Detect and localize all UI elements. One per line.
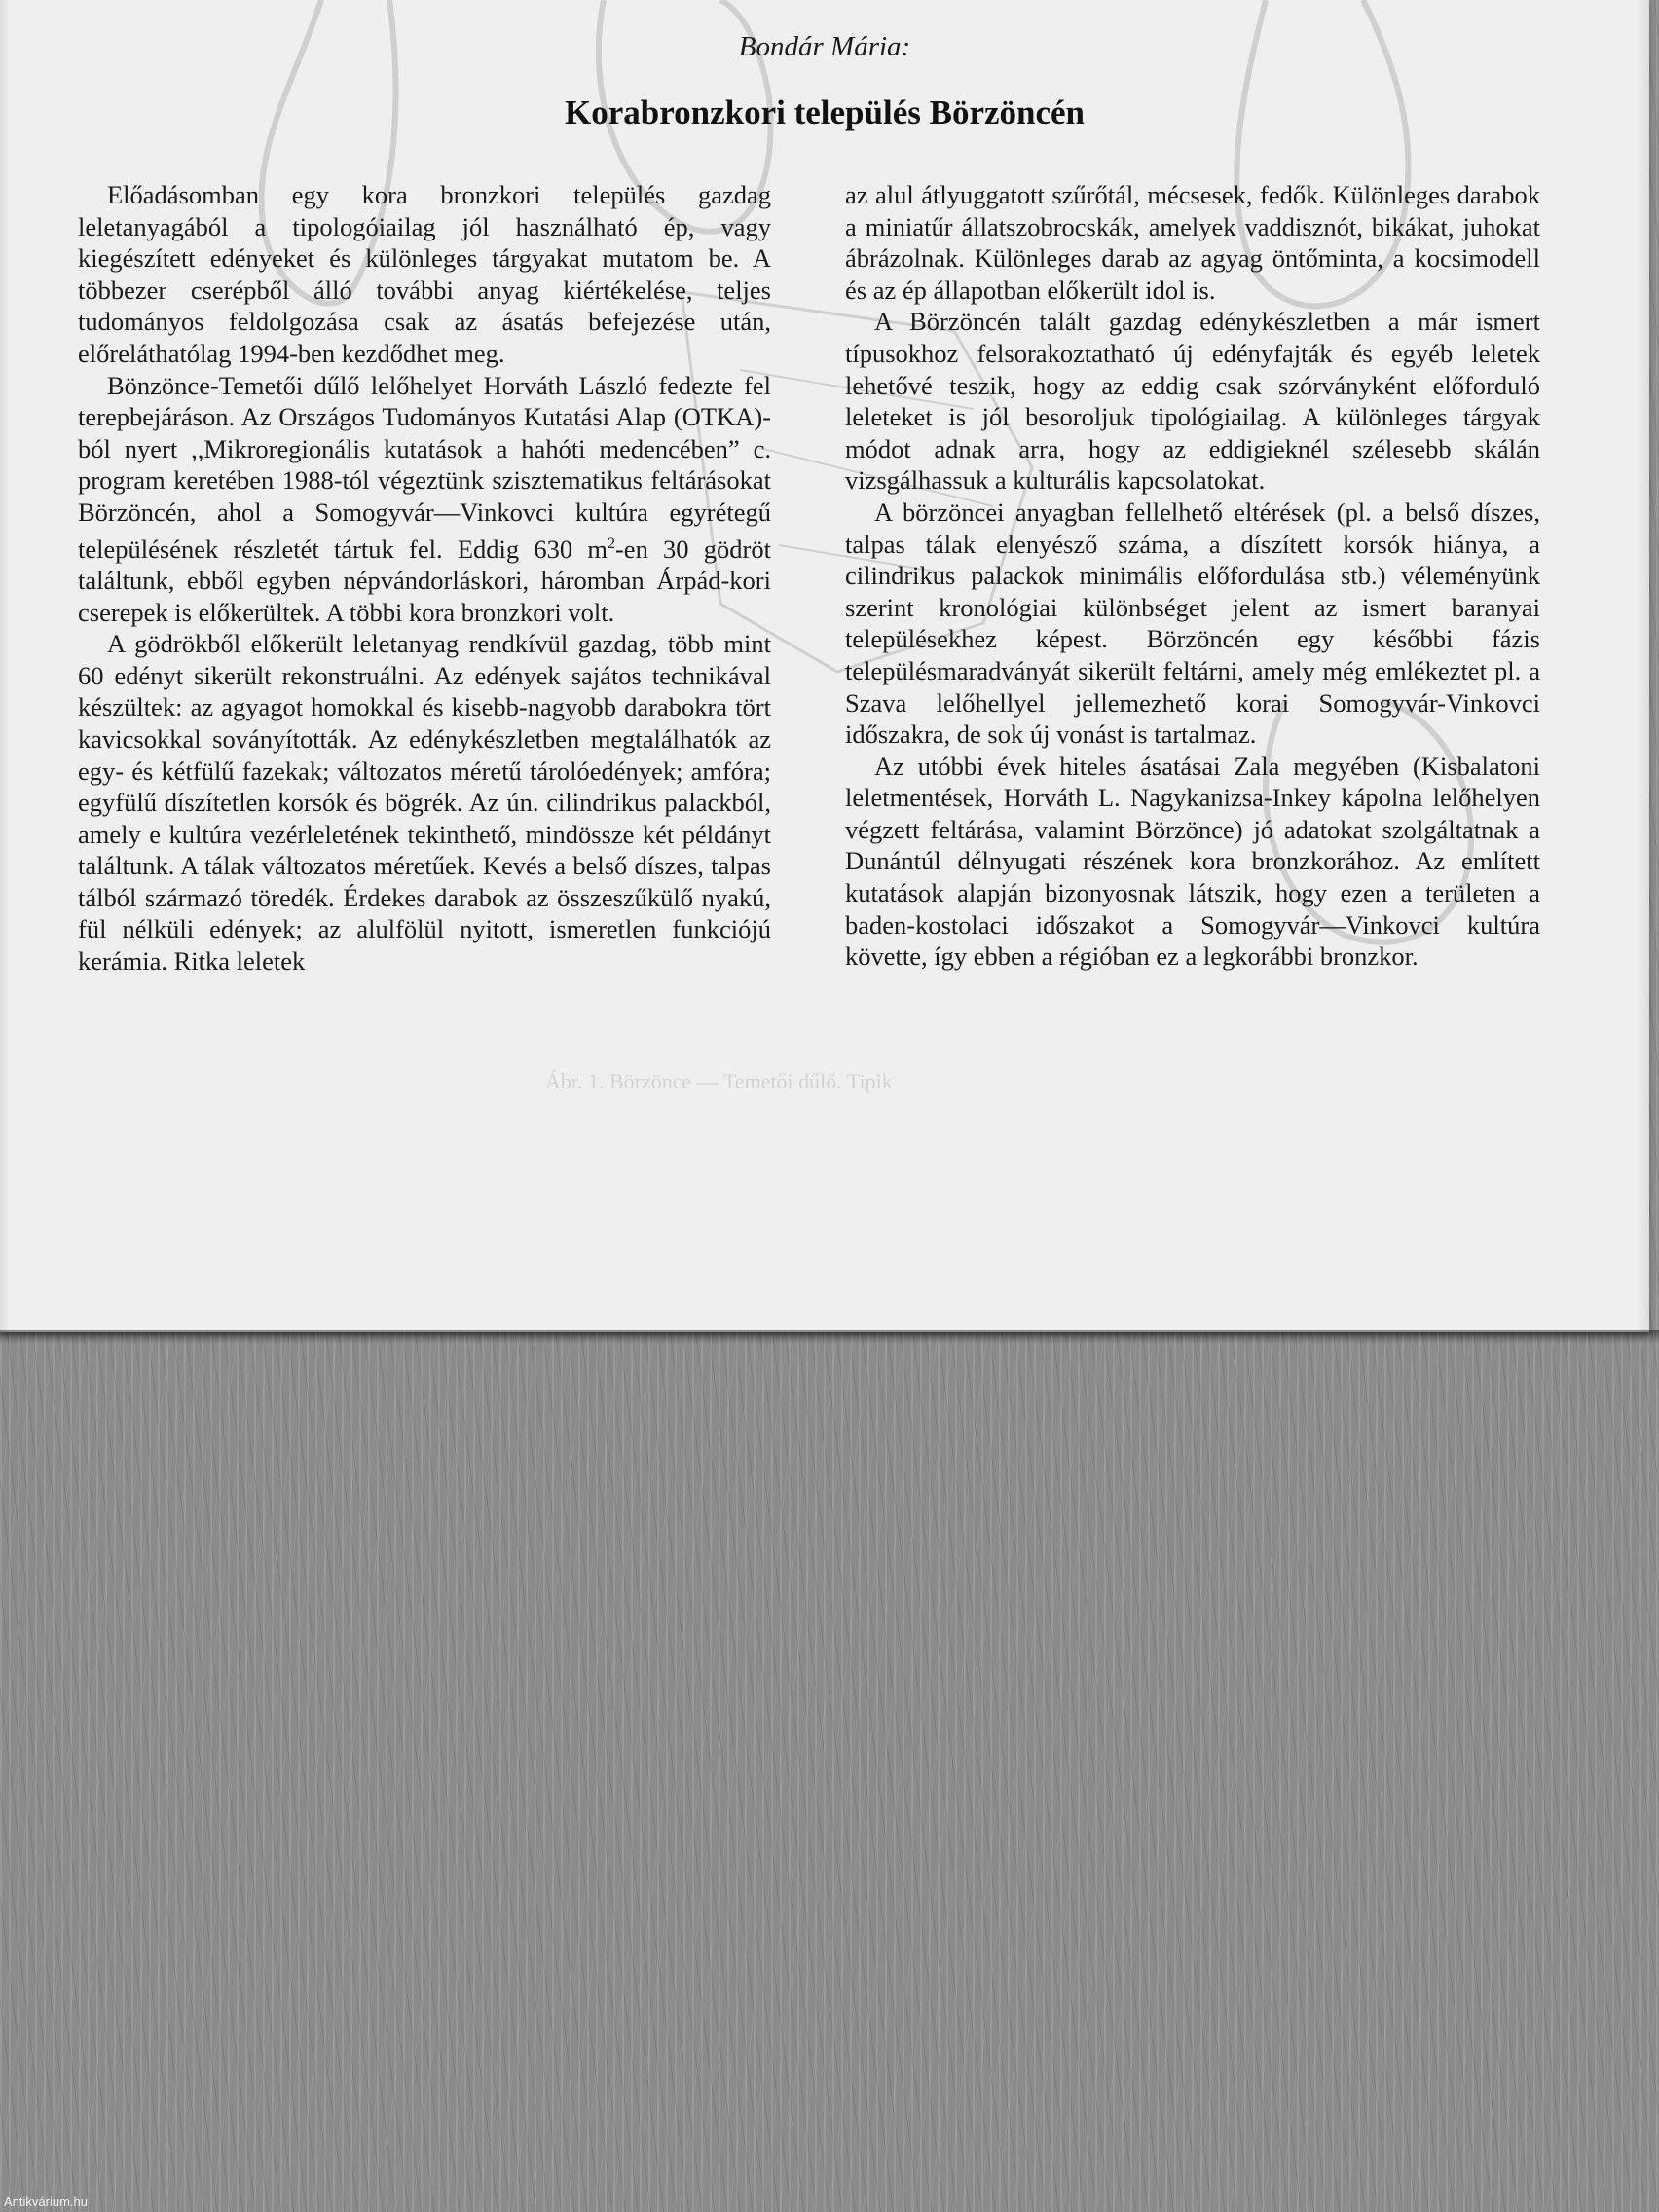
paragraph: Az utóbbi évek hiteles ásatásai Zala megyében (Kisbalatoni leletmentések, Horváth L. Nagykanizsa-Inkey kápolna lelőhelyen végzett feltárása, valamint Börzönce) jó adatokat szolgáltatnak a Dunántúl délnyugati részének kora bronzkorához. Az említett kutatások alapján bizonyosnak látszik, hogy ezen a területen a baden-kostolaci időszakot a Somogyvár—Vinkovci kultúra követte, így ebben a régióban ez a legkorábbi bronzkor. <box>845 751 1540 972</box>
page-edge-shadow <box>0 1330 1659 1344</box>
watermark-text: Antikvárium.hu <box>4 2194 88 2209</box>
paragraph: A börzöncei anyagban fellelhető eltérések (pl. a belső díszes, talpas tálak elenyésző száma, a díszített korsók hiánya, a cilindrikus palackok minimális előfordulása stb.) véleményünk szerint kronológiai különbséget jelent az ismert baranyai településekhez képest. Börzöncén egy későbbi fázis településmaradványát sikerült feltárni, amely még emlékeztet pl. a Szava lelőhellyel jellemezhető korai Somogyvár-Vinkovci időszakra, de sok új vonást is tartalmaz. <box>845 497 1540 750</box>
article-title: Korabronzkori település Börzöncén <box>564 93 1086 131</box>
page-left-shade <box>0 0 10 1332</box>
right-text-column <box>845 179 1540 973</box>
left-text-column <box>78 179 771 977</box>
paragraph-continued: az alul átlyuggatott szűrőtál, mécsesek, fedők. Különleges darabok a miniatűr állatszobrocskák, amelyek vaddisznót, bikákat, juhokat ábrázolnak. Különleges darab az agyag öntőminta, a kocsimodell és az ép állapotban előkerült idol is. <box>845 180 1540 305</box>
author-name: Bondár Mária: <box>738 31 911 62</box>
superscript: 2 <box>607 535 615 552</box>
paragraph: A gödrökből előkerült leletanyag rendkívül gazdag, több mint 60 edényt sikerült rekonstruálni. Az edények sajátos technikával készültek: az agyagot homokkal és kisebb-nagyobb darabokra tört kavicsokkal soványították. Az edénykészletben megtalálhatók az egy- és kétfülű fazekak; változatos méretű tárolóedények; amfóra; egyfülű díszítetlen korsók és bögrék. Az ún. cilindrikus palackból, amely e kultúra vezérleletének tekinthető, mindössze két példányt találtunk. A tálak változatos méretűek. Kevés a belső díszes, talpas tálból származó töredék. Érdekes darabok az összeszűkülő nyakú, fül nélküli edények; az alulfölül nyitott, ismeretlen funkciójú kerámia. Ritka leletek <box>78 629 771 977</box>
page-gutter-shade <box>1636 0 1649 1332</box>
paragraph: Bönzönce-Temetői dűlő lelőhelyet Horváth László fedezte fel terepbejáráson. Az Országos Tudományos Kutatási Alap (OTKA)-ból nyert ,,Mikroregionális kutatások a hahóti medencében” c. program keretében 1988-tól végeztünk szisztematikus feltárásokat Börzöncén, ahol a Somogyvár—Vinkovci kultúra egyrétegű településének részletét tártuk fel. Eddig 630 $m^2-en$ 30 gödröt találtunk, ebből egyben népvándorláskori, háromban Árpád-kori cserepek is előkerültek. A többi kora bronzkori volt. <box>78 370 771 627</box>
show-through-caption: Ábr. 1. Börzönce — Temetői dűlő. Tipik <box>545 1069 893 1093</box>
paragraph: Előadásomban egy kora bronzkori település gazdag leletanyagából a tipologóiailag jól használható ép, vagy kiegészített edényeket és különleges tárgyakat mutatom be. A többezer cserépből álló további anyag kiértékelése, teljes tudományos feldolgozása csak az ásatás befejezése után, előreláthatólag 1994-ben kezdődhet meg. <box>78 180 771 368</box>
paragraph: A Börzöncén talált gazdag edénykészletben a már ismert típusokhoz felsorakoztatható új edényfajták és egyéb leletek lehetővé teszik, hogy az eddig csak szórványként előforduló leleteket is jól besoroljuk tipológiailag. A különleges tárgyak módot adnak arra, hogy az eddigieknél szélesebb skálán vizsgálhassuk a kulturális kapcsolatokat. <box>845 307 1540 496</box>
